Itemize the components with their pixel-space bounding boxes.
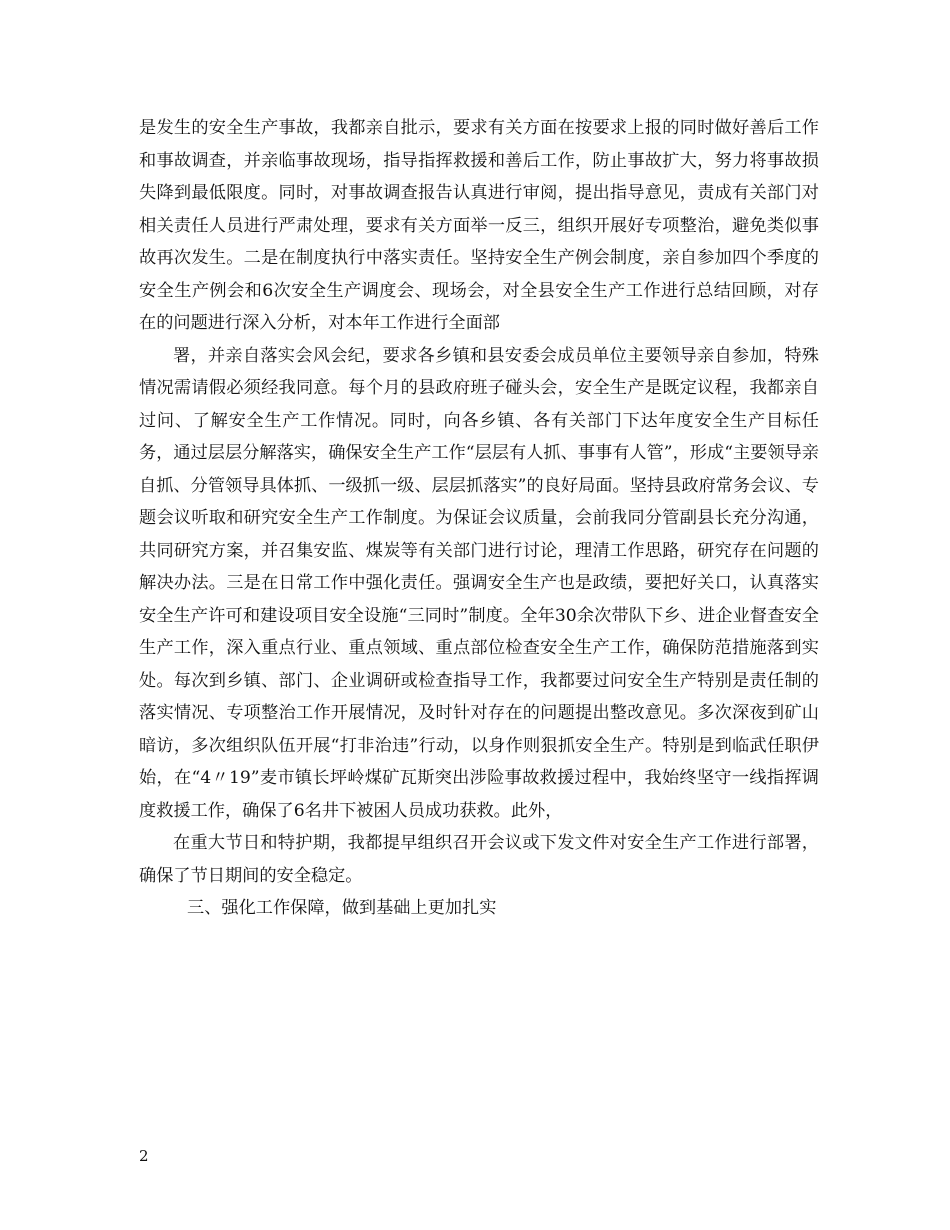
section-heading: 三、强化工作保障，做到基础上更加扎实 <box>187 898 497 918</box>
paragraph: 署，并亲自落实会风会纪，要求各乡镇和县安委会成员单位主要领导亲自参加，特殊情况需请假必须经我同意。每个月的县政府班子碰头会，安全生产是既定议程，我都亲自过问、了解安全生产工作情况。同时，向各乡镇、各有关部门下达年度安全生产目标任务，通过层层分解落实，确保安全生产工作“层层有人抓、事事有人管”，形成“主要领导亲自抓、分管领导具体抓、一级抓一级、层层抓落实”的良好局面。坚持县政府常务会议、专题会议听取和研究安全生产工作制度。为保证会议质量，会前我同分管副县长充分沟通，共同研究方案，并召集安监、煤炭等有关部门进行讨论，理清工作思路，研究存在问题的解决办法。三是在日常工作中强化责任。强调安全生产也是政绩，要把好关口，认真落实安全生产许可和建设项目安全设施“三同时”制度。全年30余次带队下乡、进企业督查安全生产工作，深入重点行业、重点领域、重点部位检查安全生产工作，确保防范措施落到实处。每次到乡镇、部门、企业调研或检查指导工作，我都要过问安全生产特别是责任制的落实情况、专项整治工作开展情况，及时针对存在的问题提出整改意见。多次深夜到矿山暗访，多次组织队伍开展“打非治违”行动，以身作则狠抓安全生产。特别是到临武任职伊始，在“4〃19”麦市镇长坪岭煤矿瓦斯突出涉险事故救援过程中，我始终坚守一线指挥调度救援工作，确保了6名井下被困人员成功获救。此外， <box>139 345 819 821</box>
page-number: 2 <box>139 1147 149 1165</box>
body-text <box>139 112 819 925</box>
paragraph: 在重大节日和特护期，我都提早组织召开会议或下发文件对安全生产工作进行部署，确保了节日期间的安全稳定。 <box>139 833 819 886</box>
paragraph-continued: 是发生的安全生产事故，我都亲自批示，要求有关方面在按要求上报的同时做好善后工作和事故调查，并亲临事故现场，指导指挥救援和善后工作，防止事故扩大，努力将事故损失降到最低限度。同时，对事故调查报告认真进行审阅，提出指导意见，责成有关部门对相关责任人员进行严肃处理，要求有关方面举一反三，组织开展好专项整治，避免类似事故再次发生。二是在制度执行中落实责任。坚持安全生产例会制度，亲自参加四个季度的安全生产例会和6次安全生产调度会、现场会，对全县安全生产工作进行总结回顾，对存在的问题进行深入分析，对本年工作进行全面部 <box>139 118 819 333</box>
